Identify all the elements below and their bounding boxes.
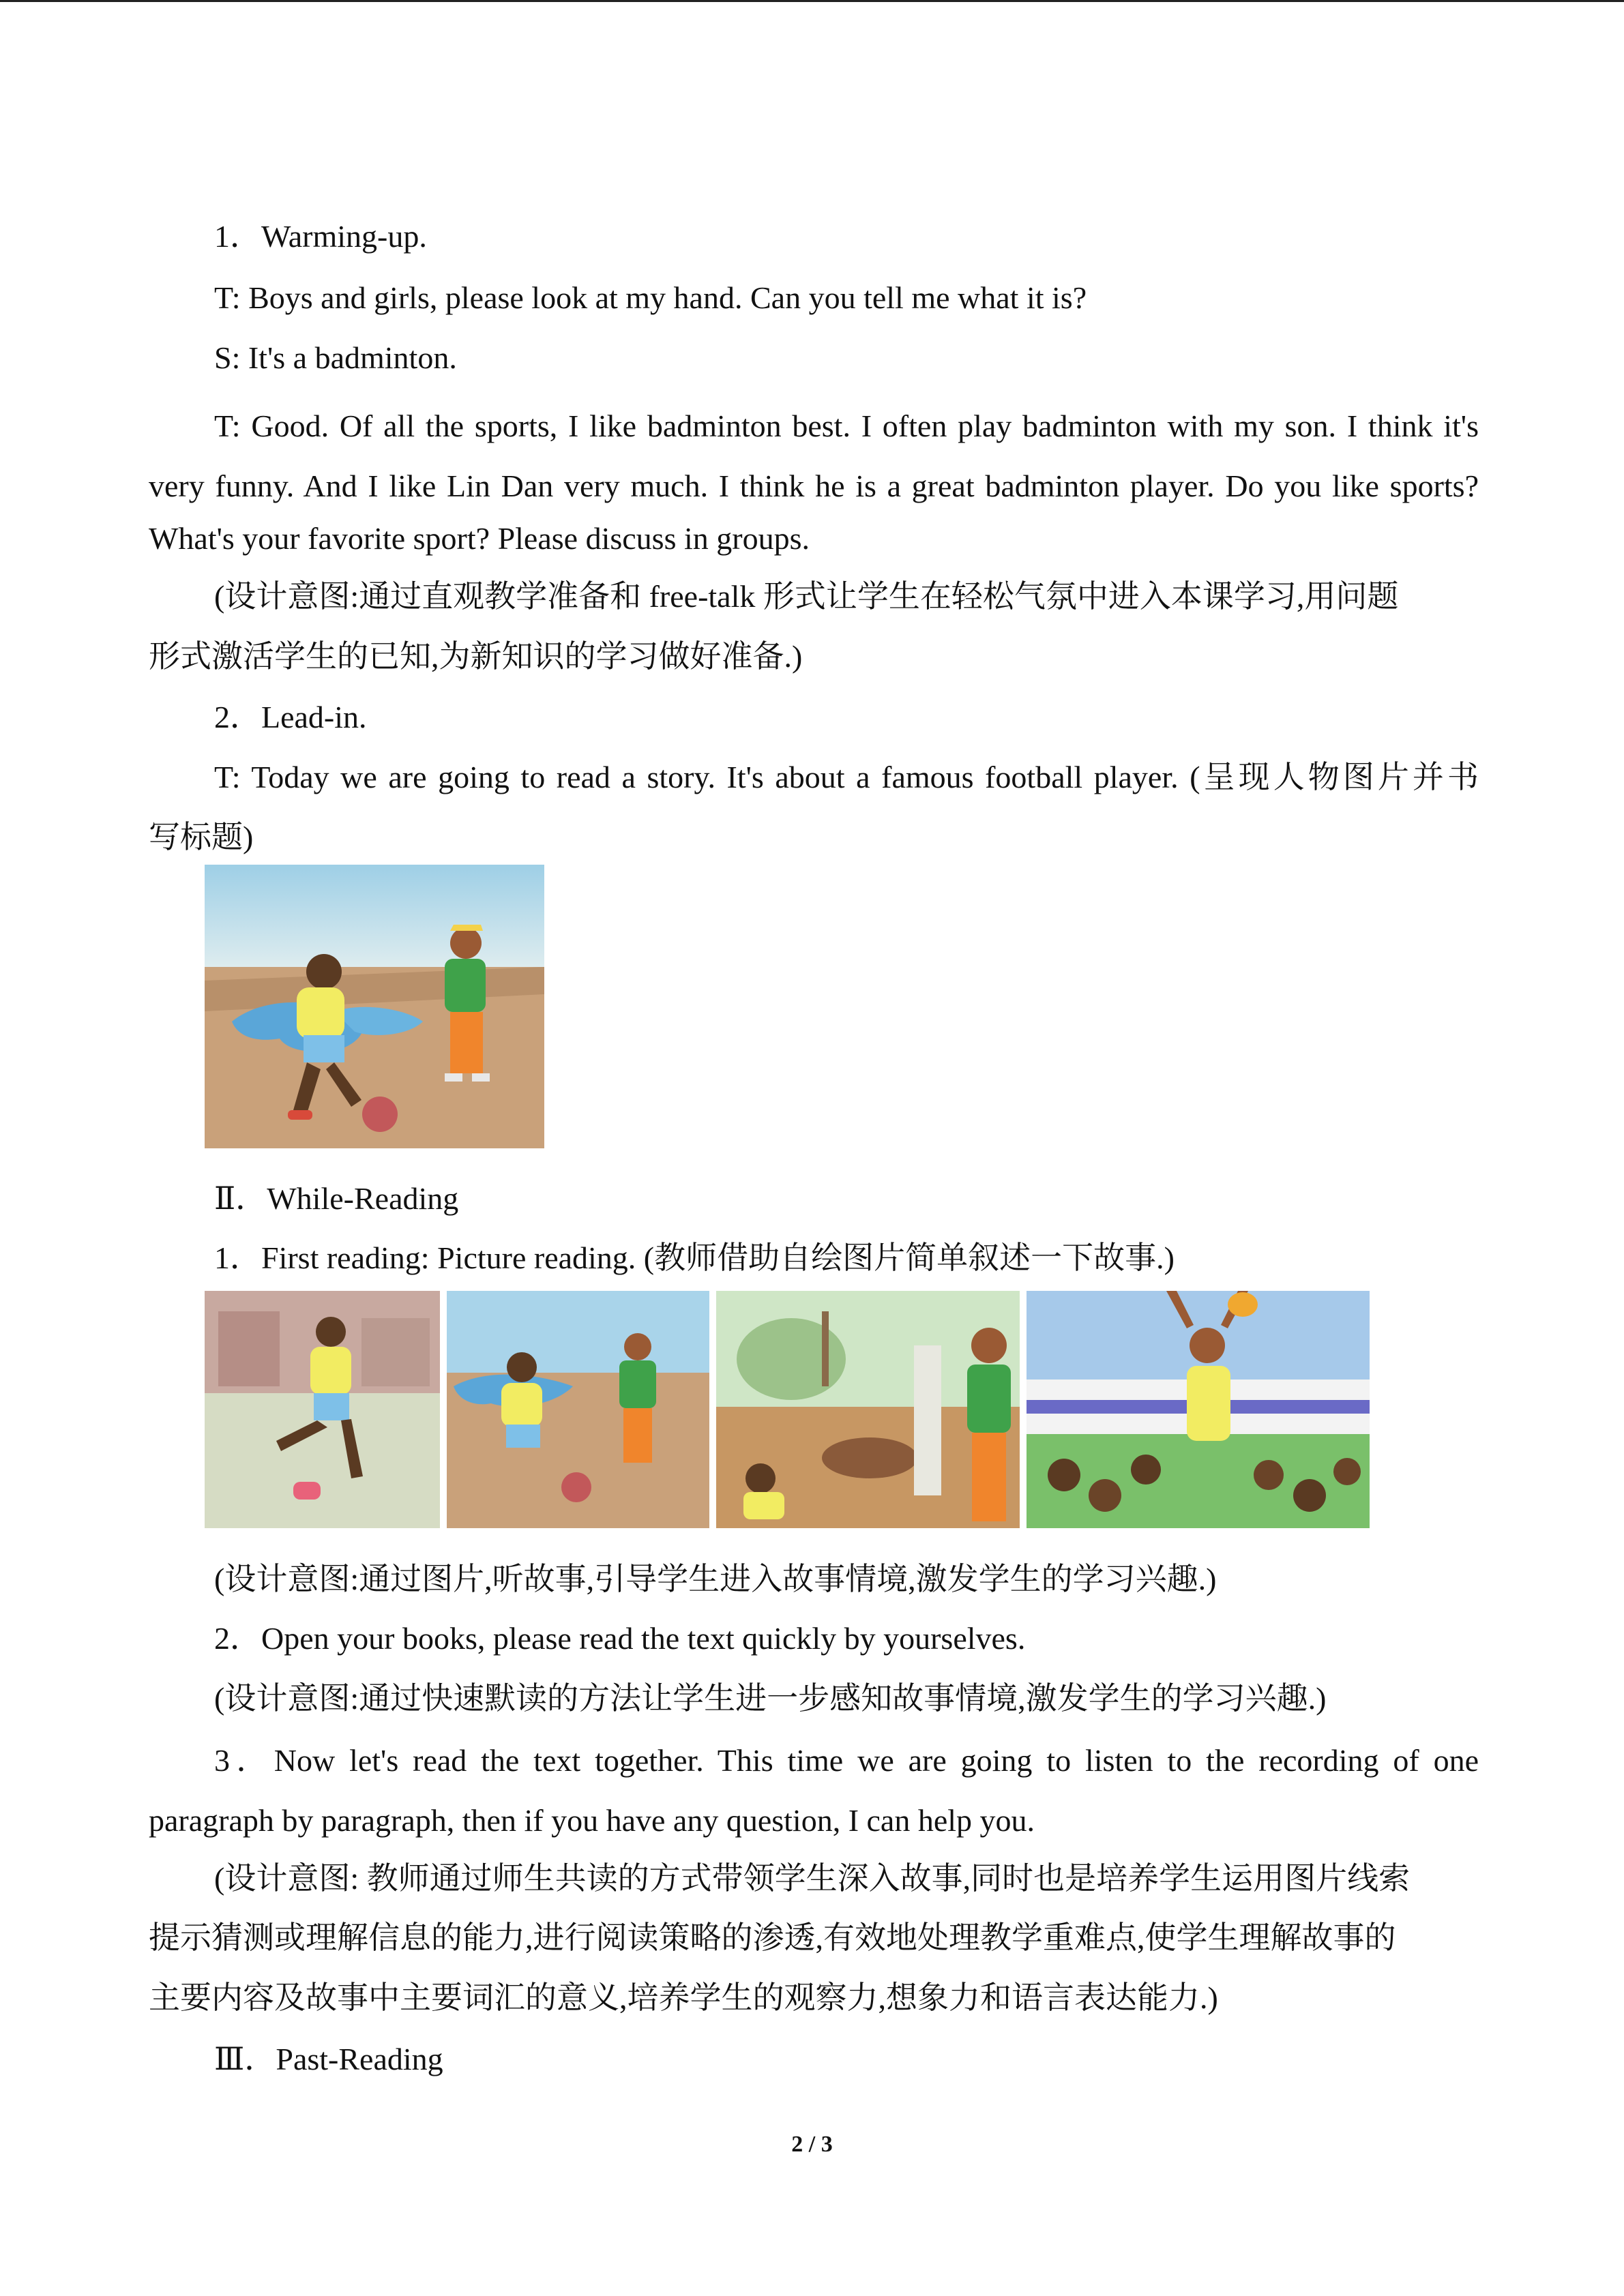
dialog-line: T: Good. Of all the sports, I like badminton best. I often play badminton with my son. I think it's [214, 408, 1479, 443]
dialog-line: S: It's a badminton. [214, 340, 457, 375]
dialog-line: 写标题) [149, 820, 254, 854]
story-picture-strip [205, 1291, 1370, 1528]
step-open-books: 2．Open your books, please read the text quickly by yourselves. [214, 1621, 1026, 1656]
design-note: (设计意图: 教师通过师生共读的方式带领学生深入故事,同时也是培养学生运用图片线索 [214, 1861, 1411, 1896]
design-note: (设计意图:通过快速默读的方法让学生进一步感知故事情境,激发学生的学习兴趣.) [214, 1681, 1327, 1716]
story-strip-svg [205, 1291, 1370, 1528]
football-scene-svg [205, 865, 544, 1148]
dialog-line: What's your favorite sport? Please discuss in groups. [149, 521, 810, 556]
design-note: 主要内容及故事中主要词汇的意义,培养学生的观察力,想象力和语言表达能力.) [149, 1980, 1218, 2015]
step-first-reading: 1．First reading: Picture reading. (教师借助自绘图片简单叙述一下故事.) [214, 1240, 1175, 1275]
design-note: (设计意图:通过直观教学准备和 free-talk 形式让学生在轻松气氛中进入本课学习,用问题 [214, 579, 1399, 614]
design-note: (设计意图:通过图片,听故事,引导学生进入故事情境,激发学生的学习兴趣.) [214, 1562, 1217, 1596]
design-note: 形式激活学生的已知,为新知识的学习做好准备.) [149, 639, 803, 674]
step-read-together-cont: paragraph by paragraph, then if you have any question, I can help you. [149, 1803, 1035, 1838]
step-warming-up: 1．Warming-up. [214, 219, 427, 254]
dialog-line: very funny. And I like Lin Dan very much. I think he is a great badminton player. Do you like sports? [149, 468, 1479, 503]
section-past-reading: Ⅲ．Past-Reading [214, 2042, 443, 2076]
dialog-line: T: Today we are going to read a story. It's about a famous football player. (呈现人物图片并书 [214, 760, 1479, 794]
football-player-illustration [205, 865, 544, 1148]
step-lead-in: 2．Lead-in. [214, 700, 367, 734]
dialog-line: T: Boys and girls, please look at my hand. Can you tell me what it is? [214, 280, 1087, 315]
step-read-together: 3．Now let's read the text together. This time we are going to listen to the recording of one [214, 1743, 1479, 1778]
page-number: 2 / 3 [791, 2132, 833, 2157]
page-top-border [0, 0, 1624, 2]
design-note: 提示猜测或理解信息的能力,进行阅读策略的渗透,有效地处理教学重难点,使学生理解故事的 [149, 1920, 1396, 1955]
section-while-reading: Ⅱ．While-Reading [214, 1181, 459, 1216]
